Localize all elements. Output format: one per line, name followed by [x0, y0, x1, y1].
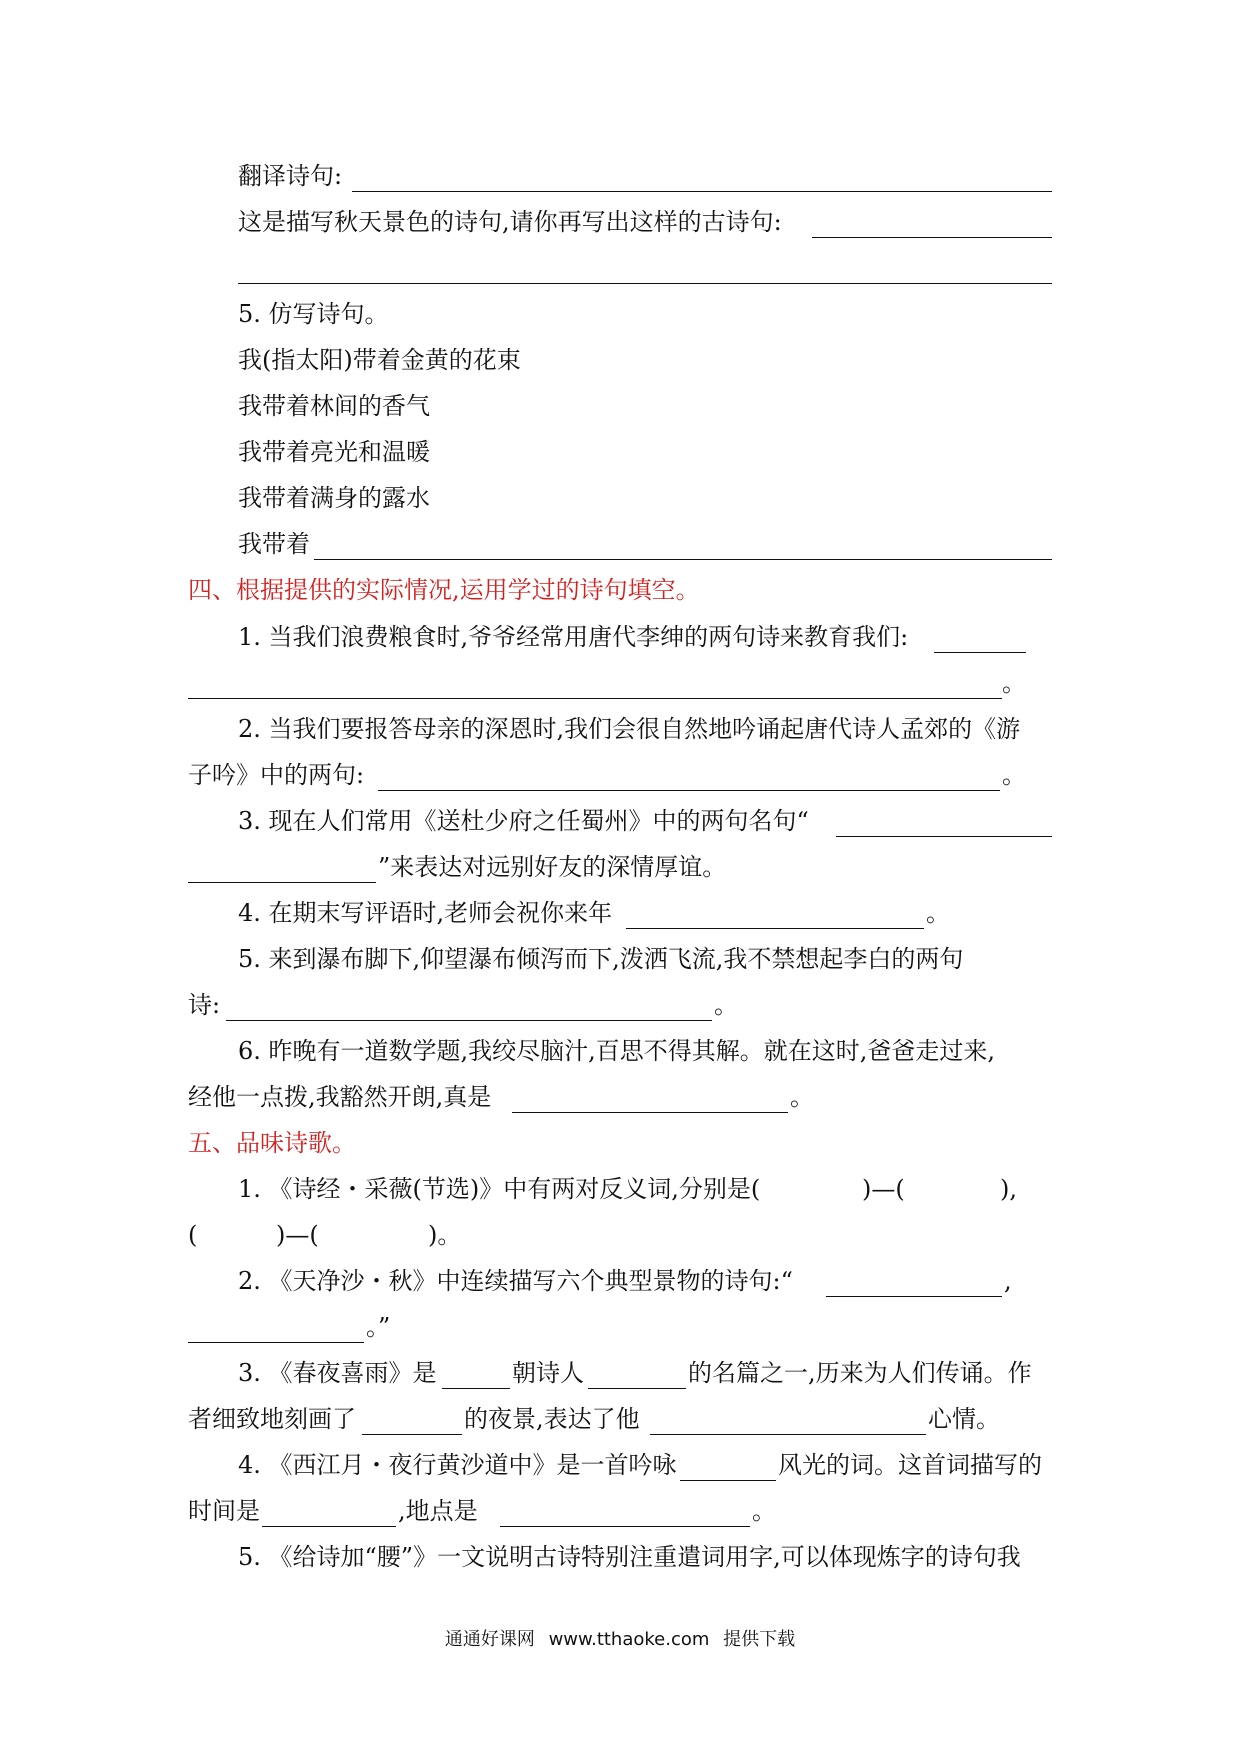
answer-blank[interactable] — [588, 1388, 686, 1389]
poem-line — [0, 337, 1240, 383]
answer-blank[interactable] — [262, 1526, 396, 1527]
answer-blank[interactable] — [836, 836, 1052, 837]
s5-q1-row-2 — [0, 1212, 1240, 1258]
poem-line-text: 我带着林间的香气 — [238, 392, 430, 420]
s5-q2-row-2 — [0, 1304, 1240, 1350]
s5-q1-d: ( — [188, 1221, 198, 1249]
s5-q2-row — [0, 1258, 1240, 1304]
s4-q6-line1: 6. 昨晚有一道数学题,我绞尽脑汁,百思不得其解。就在这时,爸爸走过来, — [238, 1037, 996, 1065]
poem-line — [0, 475, 1240, 521]
s4-q5-row — [0, 936, 1240, 982]
s5-q2-b: , — [1004, 1267, 1012, 1295]
s5-q1-f: )。 — [428, 1221, 462, 1249]
answer-blank[interactable] — [238, 283, 1052, 284]
s5-q1-b: )—( — [862, 1175, 905, 1203]
s4-q6-end: 。 — [790, 1083, 814, 1111]
s5-q3-f: 心情。 — [928, 1405, 1000, 1433]
answer-blank[interactable] — [362, 1434, 462, 1435]
answer-blank[interactable] — [680, 1480, 776, 1481]
s4-q5-row-2 — [0, 982, 1240, 1028]
footer-url[interactable]: www.tthaoke.com — [548, 1629, 710, 1650]
translate-label: 翻译诗句: — [238, 162, 343, 190]
answer-blank[interactable] — [188, 882, 376, 883]
s5-q1-c: ), — [1000, 1175, 1017, 1203]
s5-q3-a: 3. 《春夜喜雨》是 — [238, 1359, 437, 1387]
s4-q6-line2: 经他一点拨,我豁然开朗,真是 — [188, 1083, 492, 1111]
s4-q4-text: 4. 在期末写评语时,老师会祝你来年 — [238, 899, 613, 927]
s4-q4-end: 。 — [926, 899, 950, 927]
answer-blank[interactable] — [188, 698, 1002, 699]
answer-blank[interactable] — [650, 1434, 926, 1435]
section-4-heading-row — [0, 567, 1240, 613]
s4-q5-line1: 5. 来到瀑布脚下,仰望瀑布倾泻而下,泼洒飞流,我不禁想起李白的两句 — [238, 945, 964, 973]
s4-q5-line2: 诗: — [188, 991, 221, 1019]
poem-line — [0, 429, 1240, 475]
s5-q2-a: 2. 《天净沙・秋》中连续描写六个典型景物的诗句:“ — [238, 1267, 793, 1295]
answer-blank[interactable] — [378, 790, 1000, 791]
s5-q5-text: 5. 《给诗加“腰”》一文说明古诗特别注重遣词用字,可以体现炼字的诗句我 — [238, 1543, 1021, 1571]
s5-q3-row-2 — [0, 1396, 1240, 1442]
s4-q6-row — [0, 1028, 1240, 1074]
autumn-row — [0, 199, 1240, 245]
answer-blank[interactable] — [314, 559, 1052, 560]
poem-line — [0, 383, 1240, 429]
s4-q3-line2: ”来表达对远别好友的深情厚谊。 — [378, 853, 727, 881]
poem-line-text: 我带着满身的露水 — [238, 484, 430, 512]
s5-q3-d: 者细致地刻画了 — [188, 1405, 356, 1433]
poem-prompt-row — [0, 521, 1240, 567]
s4-q1-row-2 — [0, 660, 1240, 706]
s4-q2-line1: 2. 当我们要报答母亲的深恩时,我们会很自然地吟诵起唐代诗人孟郊的《游 — [238, 715, 1021, 743]
s5-q4-b: 风光的词。这首词描写的 — [778, 1451, 1042, 1479]
s5-q4-row-2 — [0, 1488, 1240, 1534]
s5-q1-a: 1. 《诗经・采薇(节选)》中有两对反义词,分别是( — [238, 1175, 761, 1203]
q5-title-row — [0, 291, 1240, 337]
s4-q1-end: 。 — [1002, 669, 1026, 697]
autumn-prompt: 这是描写秋天景色的诗句,请你再写出这样的古诗句: — [238, 208, 782, 236]
s5-q5-row — [0, 1534, 1240, 1580]
s4-q3-line1: 3. 现在人们常用《送杜少府之任蜀州》中的两句名句“ — [238, 807, 809, 835]
answer-blank[interactable] — [812, 237, 1052, 238]
poem-prompt: 我带着 — [238, 530, 310, 558]
s4-q1-text: 1. 当我们浪费粮食时,爷爷经常用唐代李绅的两句诗来教育我们: — [238, 623, 909, 651]
s4-q2-end: 。 — [1002, 761, 1026, 789]
s5-q4-c: 时间是 — [188, 1497, 260, 1525]
s4-q3-row — [0, 798, 1240, 844]
answer-blank[interactable] — [826, 1296, 1002, 1297]
s5-q3-c: 的名篇之一,历来为人们传诵。作 — [688, 1359, 1032, 1387]
answer-blank[interactable] — [626, 928, 924, 929]
s5-q4-a: 4. 《西江月・夜行黄沙道中》是一首吟咏 — [238, 1451, 677, 1479]
s5-q2-c: 。” — [366, 1313, 391, 1341]
answer-blank[interactable] — [352, 191, 1052, 192]
answer-blank[interactable] — [934, 652, 1026, 653]
footer-site: 通通好课网 — [444, 1629, 535, 1650]
s5-q4-e: 。 — [752, 1497, 776, 1525]
q5-title: 5. 仿写诗句。 — [238, 300, 389, 328]
s4-q2-line2: 子吟》中的两句: — [188, 761, 365, 789]
answer-blank[interactable] — [500, 1526, 750, 1527]
answer-blank[interactable] — [188, 1342, 364, 1343]
s4-q3-row-2 — [0, 844, 1240, 890]
s4-q4-row — [0, 890, 1240, 936]
s4-q5-end: 。 — [714, 991, 738, 1019]
s5-q3-row — [0, 1350, 1240, 1396]
section-5-heading: 五、品味诗歌。 — [188, 1129, 356, 1157]
s5-q4-row — [0, 1442, 1240, 1488]
s4-q2-row — [0, 706, 1240, 752]
s5-q4-d: ,地点是 — [398, 1497, 478, 1525]
s5-q3-b: 朝诗人 — [512, 1359, 584, 1387]
translate-row — [0, 153, 1240, 199]
s5-q1-row — [0, 1166, 1240, 1212]
answer-blank[interactable] — [512, 1112, 788, 1113]
answer-blank[interactable] — [226, 1020, 712, 1021]
s5-q1-e: )—( — [276, 1221, 319, 1249]
s4-q6-row-2 — [0, 1074, 1240, 1120]
s5-q3-e: 的夜景,表达了他 — [464, 1405, 640, 1433]
poem-line-text: 我(指太阳)带着金黄的花束 — [238, 346, 521, 374]
answer-blank[interactable] — [442, 1388, 510, 1389]
autumn-row-2 — [0, 245, 1240, 291]
poem-line-text: 我带着亮光和温暖 — [238, 438, 430, 466]
s4-q1-row — [0, 614, 1240, 660]
footer — [0, 1625, 1240, 1651]
s4-q2-row-2 — [0, 752, 1240, 798]
footer-note: 提供下载 — [723, 1629, 796, 1650]
section-5-heading-row — [0, 1120, 1240, 1166]
section-4-heading: 四、根据提供的实际情况,运用学过的诗句填空。 — [188, 576, 700, 604]
